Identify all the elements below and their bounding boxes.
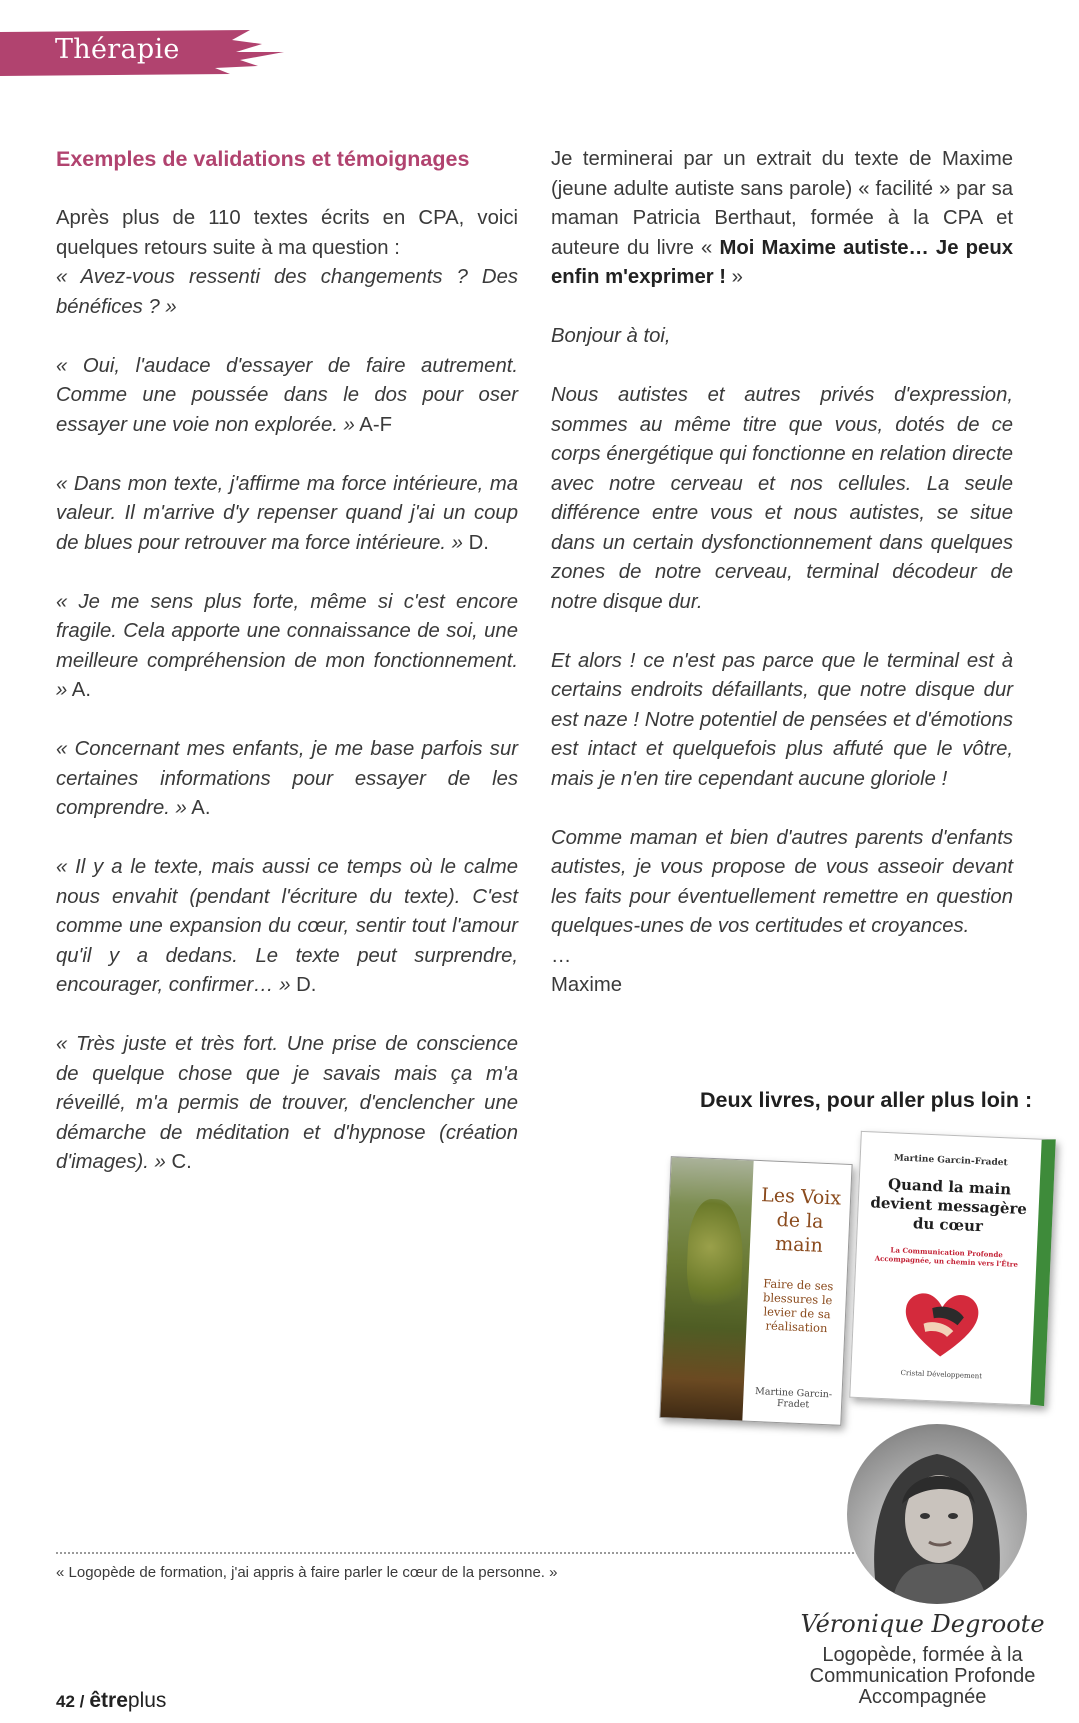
magazine-logo-part-b: plus [127, 1689, 167, 1712]
book-cover-les-voix-de-la-main [659, 1156, 852, 1426]
testimonial-author: C. [165, 1151, 192, 1173]
testimonial-text: « Je me sens plus forte, même si c'est encore fragile. Cela apporte une connaissance de soi, une meilleure compréhension de mon fonctionnement. » [56, 590, 518, 701]
testimonial [56, 352, 518, 441]
dotted-divider [56, 1552, 862, 1554]
testimonial [56, 470, 518, 559]
excerpt-paragraph: Nous autistes et autres privés d'expression, sommes au même titre que vous, dotés de ce corps énergétique qui fonctionne en relation directe avec notre cerveau et nos cellules. La seule différence entre vous et nous autistes, se situe dans un certain dysfonctionnement dans quelques zones de notre cerveau, terminal décodeur de notre disque dur. [551, 384, 1013, 613]
testimonial-text: « Oui, l'audace d'essayer de faire autrement. Comme une poussée dans le dos pour oser essayer une voie non explorée. » [56, 354, 518, 436]
question-text: « Avez-vous ressenti des changements ? Des bénéfices ? » [56, 266, 518, 318]
excerpt-intro-text: Je terminerai par un extrait du texte de Maxime (jeune adulte autiste sans parole) « facilité » par sa maman Patricia Berthaut, formée à la CPA et auteure du livre « [551, 148, 1013, 259]
article-heading: Exemples de validations et témoignages [56, 147, 470, 171]
book1-subtitle: Faire de ses blessures le levier de sa réalisation [762, 1276, 834, 1336]
section-title: Thérapie [55, 34, 180, 65]
book1-author: Martine Garcin-Fradet [754, 1386, 833, 1411]
author-bio: Logopède, formée à la Communication Profonde Accompagnée [809, 1644, 1036, 1708]
book-cover-quand-la-main [849, 1131, 1055, 1406]
book2-publisher: Cristal Développement [900, 1368, 983, 1381]
testimonial-author: A. [186, 797, 211, 819]
excerpt-intro-end: » [726, 266, 743, 288]
page-number: 42 / [56, 1692, 85, 1711]
tree-photo [660, 1157, 753, 1420]
excerpt-paragraph: Comme maman et bien d'autres parents d'enfants autistes, je vous propose de vous asseoir devant les faits pour éventuellement remettre en question quelques-unes de vos certitudes et croyances. [551, 826, 1013, 937]
left-column [56, 145, 518, 1207]
book2-title: Quand la main devient messagère du cœur [870, 1175, 1028, 1236]
book2-subtitle: La Communication Profonde Accompagnée, un chemin vers l'Être [874, 1245, 1019, 1269]
excerpt-signature: Maxime [551, 974, 622, 996]
excerpt-paragraph: Et alors ! ce n'est pas parce que le terminal est à certains endroits défaillants, que notre disque dur est naze ! Notre potentiel de pensées et d'émotions est intact et quelquefois plus affuté que le vôtre, mais je n'en tire cependant aucune gloriole ! [551, 649, 1013, 790]
books-heading: Deux livres, pour aller plus loin : [700, 1088, 1033, 1112]
magazine-logo-part-a: être [89, 1689, 128, 1712]
testimonial-author: A-F [354, 413, 392, 436]
pull-quote: « Logopède de formation, j'ai appris à faire parler le cœur de la personne. » [56, 1564, 558, 1581]
excerpt-intro [551, 145, 1013, 293]
testimonial-author: D. [462, 531, 489, 554]
testimonial [56, 1030, 518, 1178]
author-portrait [847, 1424, 1027, 1604]
testimonial-text: « Concernant mes enfants, je me base parfois sur certaines informations pour essayer de les comprendre. » [56, 738, 518, 819]
book1-title: Les Voix de la main [760, 1184, 842, 1257]
excerpt-greeting: Bonjour à toi, [551, 325, 671, 347]
intro-text: Après plus de 110 textes écrits en CPA, voici quelques retours suite à ma question : [56, 207, 518, 259]
testimonial [56, 735, 518, 824]
testimonial-text: « Très juste et très fort. Une prise de conscience de quelque chose que je savais mais ça m'a réveillé, m'a permis de trouver, d'enclencher une démarche de méditation et d'hypnose (création d'images). » [56, 1033, 518, 1173]
section-banner [0, 30, 290, 76]
right-column [551, 145, 1013, 1001]
testimonial-text: « Dans mon texte, j'affirme ma force intérieure, ma valeur. Il m'arrive d'y repenser quand j'ai un coup de blues pour retrouver ma force intérieure. » [56, 472, 518, 554]
heart-hand-icon [900, 1289, 983, 1362]
testimonial [56, 853, 518, 1001]
testimonial-author: D. [290, 974, 317, 996]
book2-author: Martine Garcin-Fradet [893, 1153, 1008, 1169]
book-title-ref: Moi Maxime autiste… Je peux enfin m'exprimer ! [551, 236, 1013, 288]
testimonial-text: « Il y a le texte, mais aussi ce temps où le calme nous envahit (pendant l'écriture du texte). C'est comme une expansion du cœur, sentir tout l'amour qu'il y a dedans. Le texte peut surprendre, encourager, confirmer… » [56, 856, 518, 996]
portrait-illustration [847, 1424, 1027, 1604]
testimonial-author: A. [67, 679, 91, 701]
testimonial [56, 588, 518, 706]
author-signature: Véronique Degroote [800, 1610, 1045, 1638]
excerpt-ellipsis: … [551, 944, 572, 967]
page-footer [56, 1689, 166, 1713]
